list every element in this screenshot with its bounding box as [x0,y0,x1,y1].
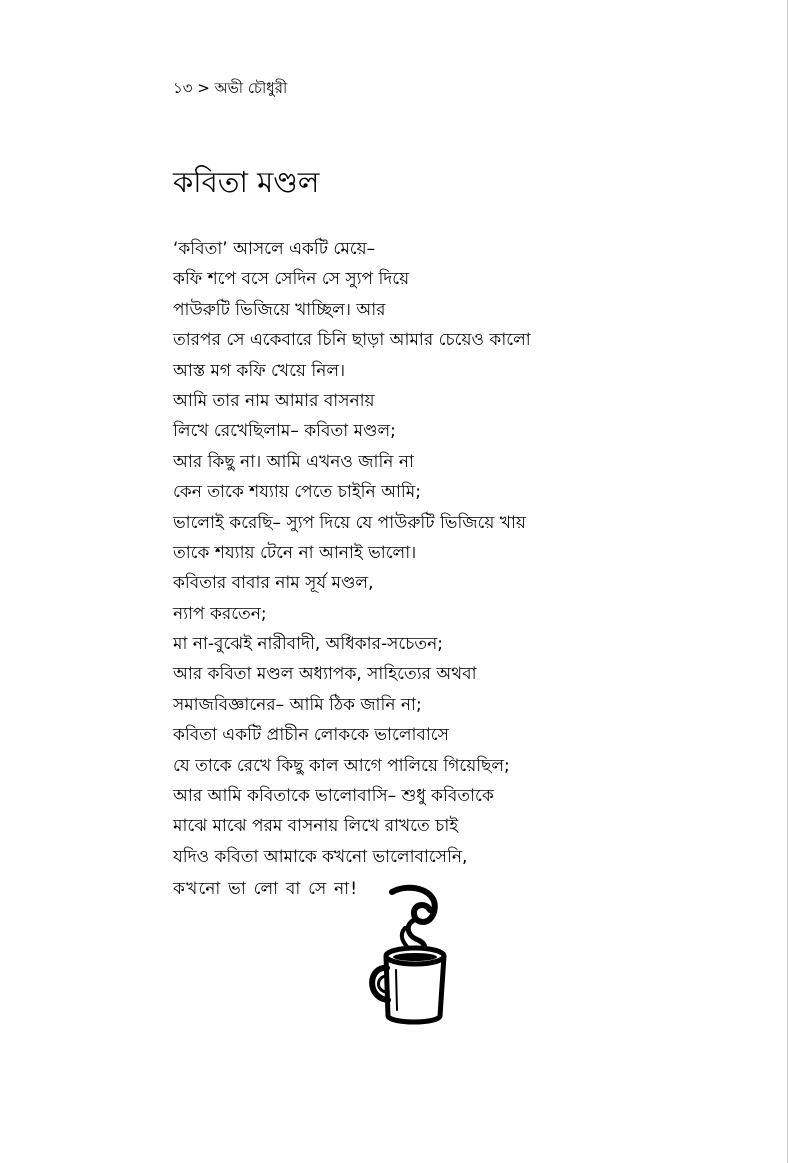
poem-line-final: কখনো ভা লো বা সে না! [173,879,359,900]
poem-body [173,234,653,905]
poem-line: ন্যাপ করতেন; [173,603,267,624]
poem-line: ভালোই করেছি– স্যুপ দিয়ে যে পাউরুটি ভিজিয়ে খায় [173,512,526,533]
poem-line: আর কবিতা মণ্ডল অধ্যাপক, সাহিত্যের অথবা [173,664,477,685]
poem-line: আর কিছু না। আমি এখনও জানি না [173,451,414,472]
poem-line: আমি তার নাম আমার বাসনায় [173,390,375,411]
poem-line: আস্ত মগ কফি খেয়ে নিল। [173,360,346,381]
poem-line: যে তাকে রেখে কিছু কাল আগে পালিয়ে গিয়েছিল; [173,755,510,776]
poem-line: তারপর সে একেবারে চিনি ছাড়া আমার চেয়েও কালো [173,330,531,351]
poem-line: কেন তাকে শয্যায় পেতে চাইনি আমি; [173,482,421,503]
poem-line: সমাজবিজ্ঞানের– আমি ঠিক জানি না; [173,694,422,715]
poem-line: তাকে শয্যায় টেনে না আনাই ভালো। [173,542,417,563]
poem-line: ‘কবিতা’ আসলে একটি মেয়ে– [173,239,376,259]
poem-line: লিখে রেখেছিলাম– কবিতা মণ্ডল; [173,421,396,442]
poem-line: কবিতা একটি প্রাচীন লোককে ভালোবাসে [173,725,449,746]
poem-title: কবিতা মণ্ডল [173,165,320,199]
coffee-mug-icon [360,880,460,1030]
poem-line: কবিতার বাবার নাম সূর্য মণ্ডল, [173,573,374,594]
poem-line: কফি শপে বসে সেদিন সে স্যুপ দিয়ে [173,269,410,290]
poem-line: মাঝে মাঝে পরম বাসনায় লিখে রাখতে চাই [173,816,459,837]
running-head: ১৩ > অভী চৌধুরী [173,79,288,97]
poem-line: মা না-বুঝেই নারীবাদী, অধিকার-সচেতন; [173,634,443,655]
poem-line: যদিও কবিতা আমাকে কখনো ভালোবাসেনি, [173,846,468,867]
poem-line: পাউরুটি ভিজিয়ে খাচ্ছিল। আর [173,299,386,320]
poem-line: আর আমি কবিতাকে ভালোবাসি– শুধু কবিতাকে [173,786,494,807]
